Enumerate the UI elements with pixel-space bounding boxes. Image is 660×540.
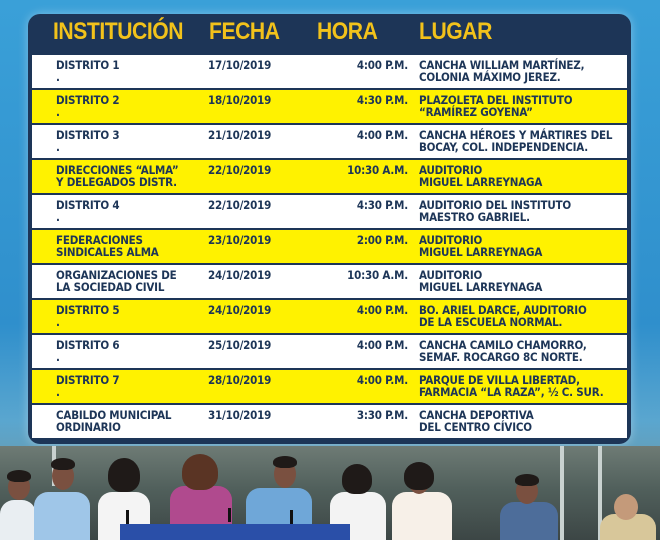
cell-hora: 3:30 P.M.	[356, 408, 408, 422]
cell-institucion: DIRECCIONES “ALMA” Y DELEGADOS DISTR.	[56, 163, 179, 189]
cell-lugar: AUDITORIO DEL INSTITUTO MAESTRO GABRIEL.	[419, 198, 571, 224]
cell-hora: 4:00 P.M.	[356, 128, 408, 142]
table-row	[32, 335, 627, 368]
cell-institucion: DISTRITO 4 .	[56, 198, 120, 224]
cell-lugar: PARQUE DE VILLA LIBERTAD, FARMACIA “LA RAZA”, ½ C. SUR.	[419, 373, 604, 399]
table-row	[32, 405, 627, 438]
cell-fecha: 17/10/2019	[208, 58, 272, 72]
cell-institucion: DISTRITO 6 .	[56, 338, 120, 364]
cell-hora: 10:30 A.M.	[347, 163, 408, 177]
cell-fecha: 24/10/2019	[208, 268, 272, 282]
cell-institucion: DISTRITO 2 .	[56, 93, 120, 119]
cell-institucion: CABILDO MUNICIPAL ORDINARIO	[56, 408, 172, 434]
cell-fecha: 22/10/2019	[208, 163, 272, 177]
header-hora: HORA	[317, 18, 378, 45]
table-row	[32, 90, 627, 123]
cell-hora: 4:00 P.M.	[356, 303, 408, 317]
cell-lugar: BO. ARIEL DARCE, AUDITORIO DE LA ESCUELA NORMAL.	[419, 303, 587, 329]
cell-institucion: ORGANIZACIONES DE LA SOCIEDAD CIVIL	[56, 268, 177, 294]
cell-hora: 4:30 P.M.	[356, 93, 408, 107]
schedule-panel	[28, 14, 631, 444]
cell-institucion: DISTRITO 5 .	[56, 303, 120, 329]
table-row	[32, 195, 627, 228]
cell-fecha: 18/10/2019	[208, 93, 272, 107]
microphone-icon	[228, 508, 231, 522]
cell-lugar: PLAZOLETA DEL INSTITUTO “RAMÍREZ GOYENA”	[419, 93, 573, 119]
cell-lugar: AUDITORIO MIGUEL LARREYNAGA	[419, 163, 543, 189]
cell-fecha: 23/10/2019	[208, 233, 272, 247]
cell-fecha: 25/10/2019	[208, 338, 272, 352]
conference-table	[120, 524, 350, 540]
cell-institucion: DISTRITO 1 .	[56, 58, 120, 84]
header-institucion: INSTITUCIÓN	[53, 18, 184, 45]
cell-fecha: 24/10/2019	[208, 303, 272, 317]
cell-fecha: 21/10/2019	[208, 128, 272, 142]
cell-lugar: CANCHA WILLIAM MARTÍNEZ, COLONIA MÁXIMO JEREZ.	[419, 58, 585, 84]
table-row	[32, 55, 627, 88]
cell-hora: 10:30 A.M.	[347, 268, 408, 282]
table-row	[32, 370, 627, 403]
cell-fecha: 22/10/2019	[208, 198, 272, 212]
cell-lugar: AUDITORIO MIGUEL LARREYNAGA	[419, 233, 543, 259]
header-fecha: FECHA	[209, 18, 280, 45]
table-row	[32, 300, 627, 333]
cell-institucion: FEDERACIONES SINDICALES ALMA	[56, 233, 159, 259]
cell-hora: 4:00 P.M.	[356, 338, 408, 352]
cell-lugar: CANCHA CAMILO CHAMORRO, SEMAF. ROCARGO 8C NORTE.	[419, 338, 587, 364]
table-row	[32, 125, 627, 158]
cell-hora: 4:30 P.M.	[356, 198, 408, 212]
cell-fecha: 31/10/2019	[208, 408, 272, 422]
cell-lugar: CANCHA DEPORTIVA DEL CENTRO CÍVICO	[419, 408, 534, 434]
cell-hora: 2:00 P.M.	[356, 233, 408, 247]
table-header	[28, 14, 631, 56]
cell-lugar: AUDITORIO MIGUEL LARREYNAGA	[419, 268, 543, 294]
cell-hora: 4:00 P.M.	[356, 58, 408, 72]
cell-institucion: DISTRITO 7 .	[56, 373, 120, 399]
table-row	[32, 265, 627, 298]
table-row	[32, 230, 627, 263]
header-lugar: LUGAR	[419, 18, 492, 45]
cell-institucion: DISTRITO 3 .	[56, 128, 120, 154]
table-row	[32, 160, 627, 193]
cell-lugar: CANCHA HÉROES Y MÁRTIRES DEL BOCAY, COL. INDEPENDENCIA.	[419, 128, 613, 154]
cell-fecha: 28/10/2019	[208, 373, 272, 387]
microphone-icon	[126, 510, 129, 524]
schedule-table-body	[32, 55, 627, 440]
cell-hora: 4:00 P.M.	[356, 373, 408, 387]
pole-shape	[560, 446, 564, 540]
microphone-icon	[290, 510, 293, 524]
